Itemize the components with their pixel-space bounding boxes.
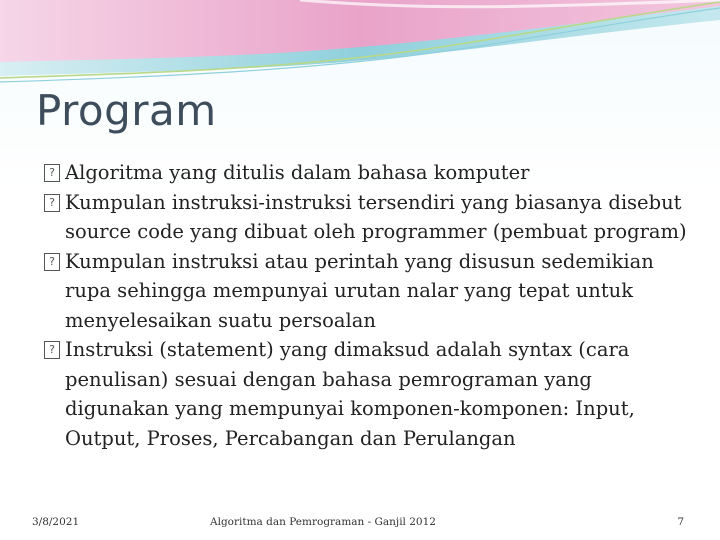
header-decoration (0, 0, 720, 90)
bullet-item (44, 188, 694, 247)
bullet-text: Kumpulan instruksi atau perintah yang disusun sedemikian rupa sehingga mempunyai urutan nalar yang tepat untuk menyelesaikan suatu persoalan (65, 249, 654, 332)
bullet-item (44, 247, 694, 336)
slide-title: Program (36, 86, 217, 135)
bullet-text: Algoritma yang ditulis dalam bahasa komputer (65, 161, 530, 184)
bullet-glyph-icon: ? (44, 341, 60, 359)
bullet-text: Instruksi (statement) yang dimaksud adalah syntax (cara penulisan) sesuai dengan bahasa pemrograman yang digunakan yang mempunyai komponen-komponen: Input, Output, Proses, Percabangan dan Perulangan (65, 338, 635, 450)
bullet-item (44, 335, 694, 453)
page-number: 7 (677, 516, 684, 528)
bullet-glyph-icon: ? (44, 253, 60, 271)
bullet-item (44, 158, 694, 188)
footer-caption: Algoritma dan Pemrograman - Ganjil 2012 (210, 516, 436, 528)
bullet-glyph-icon: ? (44, 164, 60, 182)
bullet-list (44, 158, 694, 453)
bullet-text: Kumpulan instruksi-instruksi tersendiri yang biasanya disebut source code yang dibuat oleh programmer (pembuat program) (65, 190, 687, 243)
bullet-glyph-icon: ? (44, 194, 60, 212)
footer-date: 3/8/2021 (32, 516, 80, 528)
